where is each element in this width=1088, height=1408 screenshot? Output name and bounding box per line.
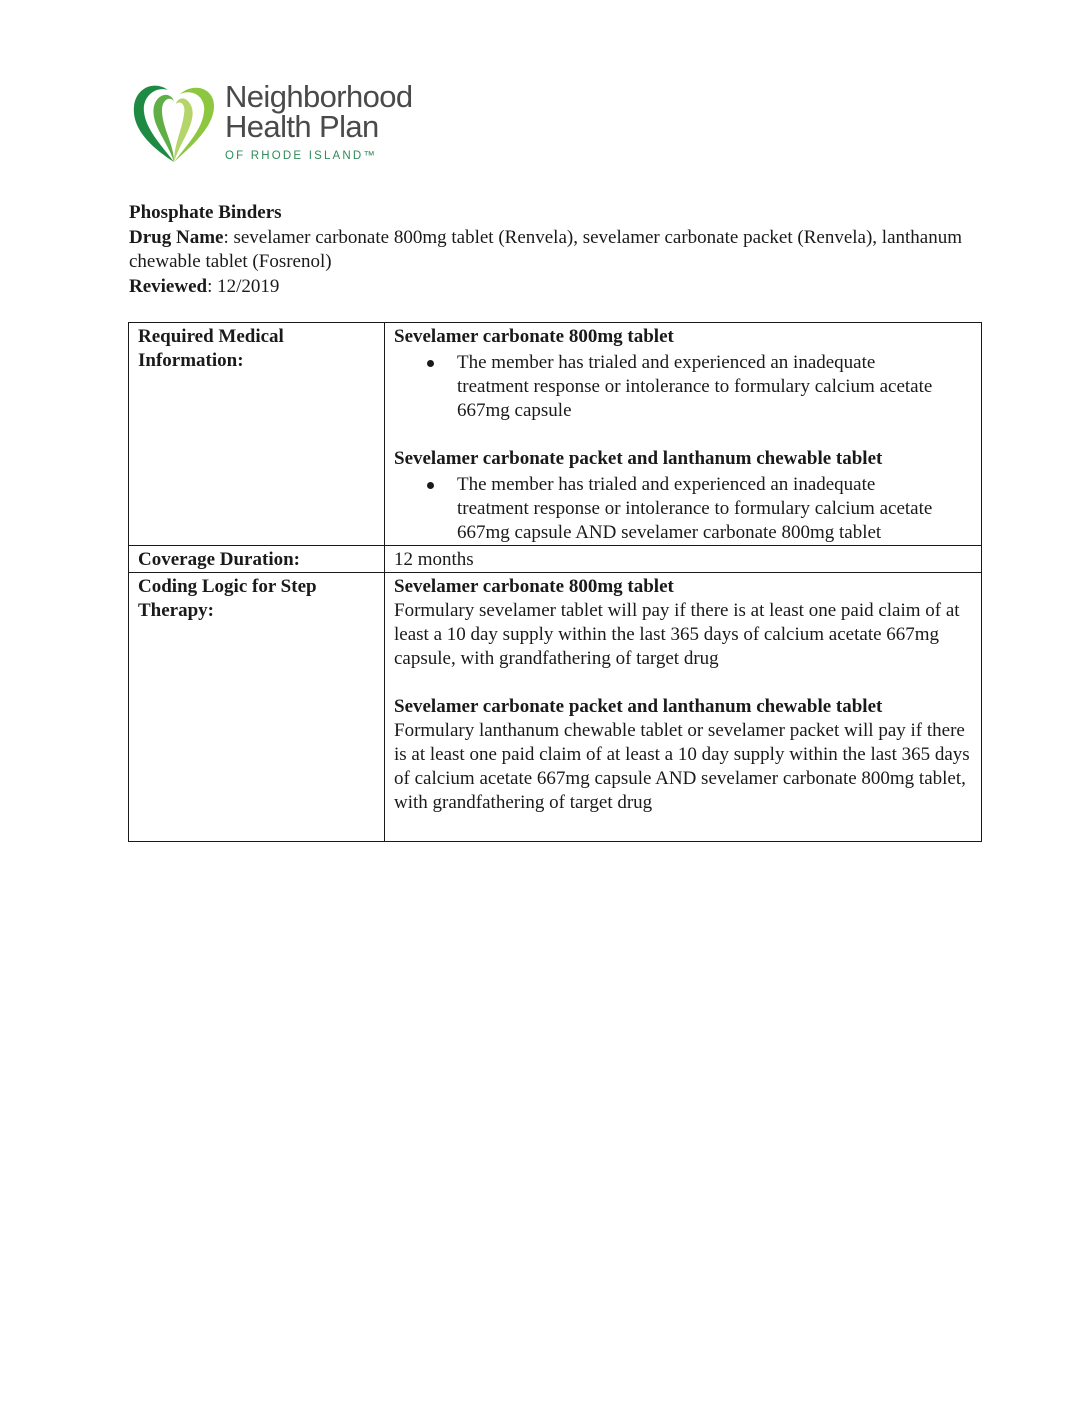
- document-title: Phosphate Binders: [129, 202, 282, 223]
- row-content-coding-logic: [385, 573, 982, 842]
- drug-name-value: : sevelamer carbonate 800mg tablet (Renvela), sevelamer carbonate packet (Renvela), lanthanum chewable tablet (Fosrenol): [129, 226, 963, 272]
- logo-line-3: OF RHODE ISLAND™: [225, 150, 378, 162]
- logo-line-1: Neighborhood: [225, 79, 413, 114]
- row-content-coverage-duration: 12 months: [385, 546, 982, 573]
- criteria-table: [128, 322, 982, 842]
- table-row: [129, 323, 982, 546]
- drug-name-label: Drug Name: [129, 226, 224, 248]
- reviewed-value: : 12/2019: [207, 275, 280, 297]
- section-heading: Sevelamer carbonate packet and lanthanum chewable tablet: [394, 696, 883, 717]
- section-heading: Sevelamer carbonate 800mg tablet: [394, 326, 674, 347]
- row-content-required-info: [385, 323, 982, 546]
- document-header: [129, 201, 989, 299]
- section-heading: Sevelamer carbonate 800mg tablet: [394, 576, 674, 597]
- section-heading: Sevelamer carbonate packet and lanthanum chewable tablet: [394, 448, 883, 469]
- neighborhood-health-plan-logo: [128, 78, 438, 168]
- bullet-list: [394, 351, 973, 423]
- table-row: [129, 546, 982, 573]
- row-label-required-info: Required Medical Information:: [129, 323, 385, 546]
- bullet-list: [394, 473, 973, 545]
- section-text: Formulary sevelamer tablet will pay if there is at least one paid claim of at least a 10 day supply within the last 365 days of calcium acetate 667mg capsule, with grandfathering of target drug: [394, 600, 960, 669]
- row-label-coverage-duration: Coverage Duration:: [129, 546, 385, 573]
- heart-swoosh-icon: [128, 78, 220, 166]
- list-item: The member has trialed and experienced an inadequate treatment response or intolerance to formulary calcium acetate 667mg capsule: [457, 351, 973, 423]
- reviewed-label: Reviewed: [129, 275, 208, 297]
- logo-line-2: Health Plan: [225, 109, 379, 144]
- list-item: The member has trialed and experienced an inadequate treatment response or intolerance to formulary calcium acetate 667mg capsule AND sevelamer carbonate 800mg tablet: [457, 473, 973, 545]
- drug-name-line: [129, 226, 989, 275]
- section-text: Formulary lanthanum chewable tablet or sevelamer packet will pay if there is at least one paid claim of at least a 10 day supply within the last 365 days of calcium acetate 667mg capsule AND sevelamer carbonate 800mg tablet, with grandfathering of target drug: [394, 720, 970, 813]
- reviewed-line: [129, 275, 989, 300]
- table-row: [129, 573, 982, 842]
- row-label-coding-logic: Coding Logic for Step Therapy:: [129, 573, 385, 842]
